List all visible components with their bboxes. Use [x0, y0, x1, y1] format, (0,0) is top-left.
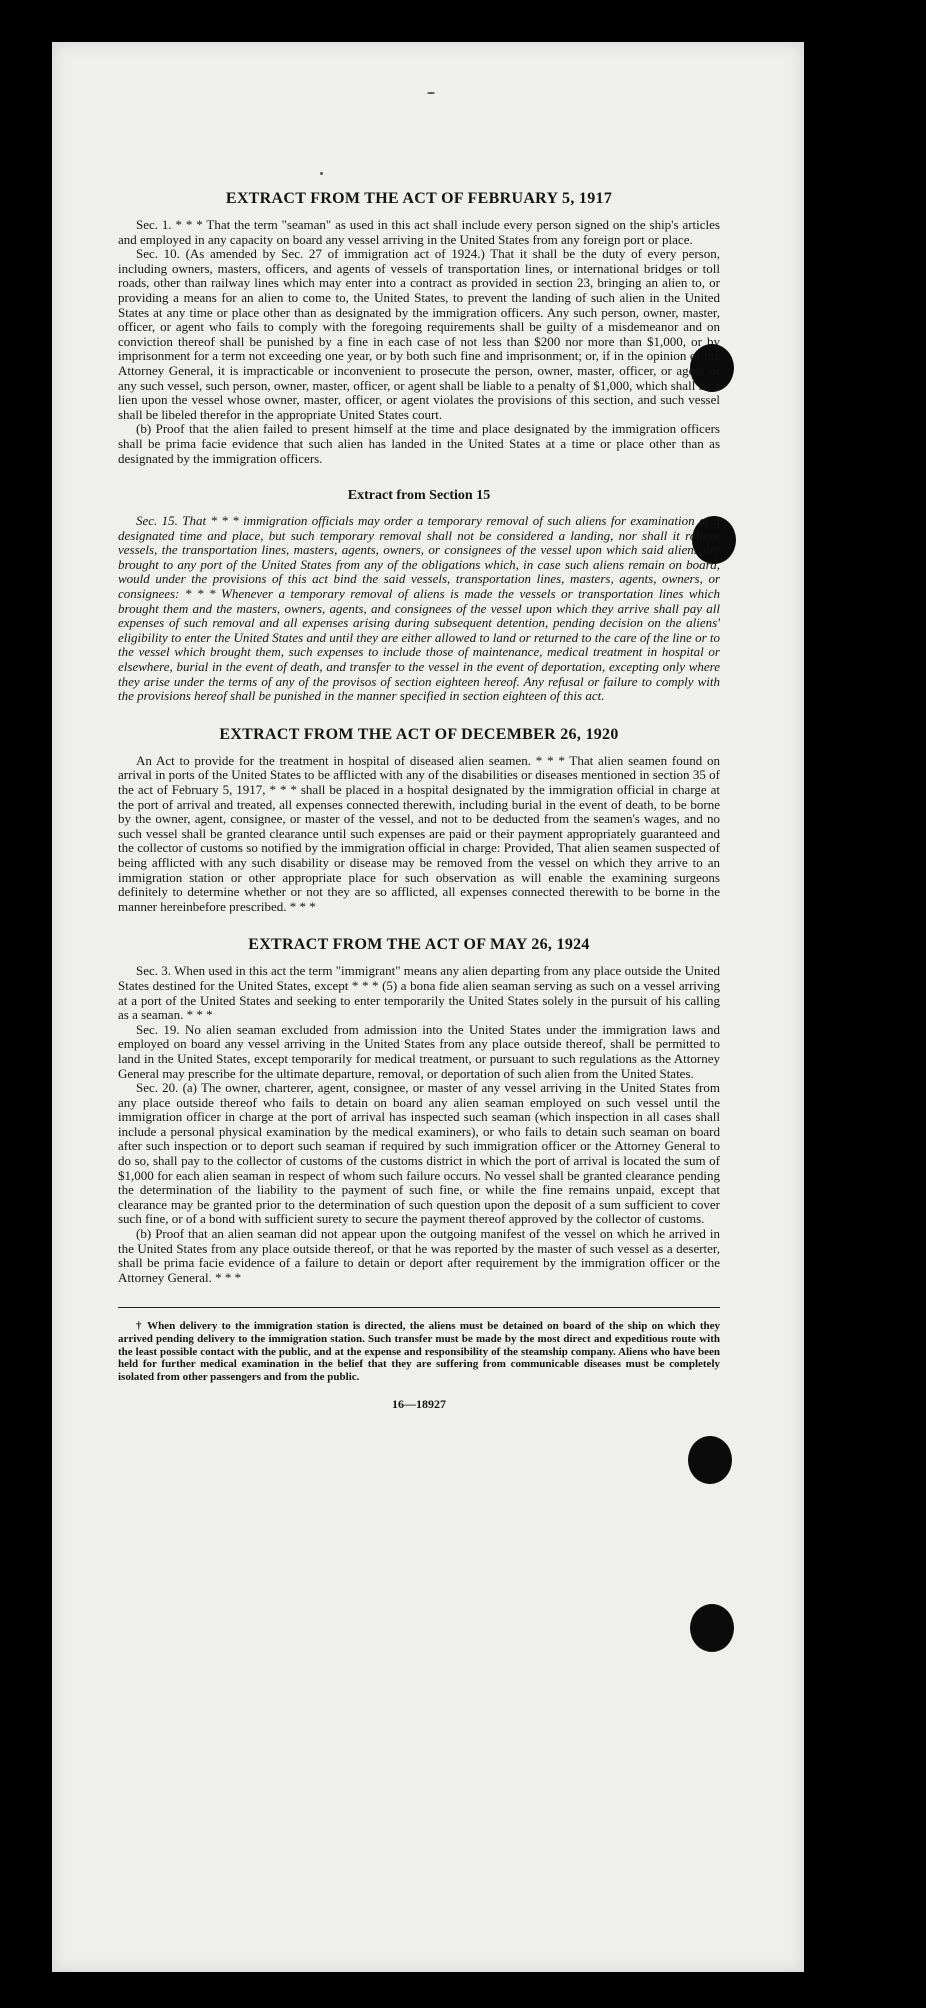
sec-1-paragraph: Sec. 1. * * * That the term "seaman" as used in this act shall include every person signed on the ship's articles and employed in any capacity on board any vessel arriving in the United States from any foreign port or place.: [118, 217, 720, 247]
sec-3-paragraph: Sec. 3. When used in this act the term "immigrant" means any alien departing from any place outside the United States destined for the United States, except * * * (5) a bona fide alien seaman serving as such on a vessel arriving at a port of the United States and seeking to enter temporarily the United States solely in the pursuit of his calling as a seaman. * * *: [118, 963, 720, 1023]
sec-10-paragraph: Sec. 10. (As amended by Sec. 27 of immigration act of 1924.) That it shall be the duty of every person, including owners, masters, officers, and agents of vessels of transportation lines, or international bridges or toll roads, other than railway lines which may enter into a contract as provided in section 23, bringing an alien to, or providing a means for an alien to come to, the United States, to prevent the landing of such alien in the United States at any time or place other than as designated by the immigration officers. Any such person, owner, master, officer, or agent who fails to comply with the foregoing requirements shall be guilty of a misdemeanor and on conviction thereof shall be punished by a fine in each case of not less than $200 nor more than $1,000, or by imprisonment for a term not exceeding one year, or by both such fine and imprisonment; or, if in the opinion of the Attorney General, it is impracticable or inconvenient to prosecute the person, owner, master, officer, or agent of any such vessel, such person, owner, master, officer, or agent shall be liable to a penalty of $1,000, which shall be a lien upon the vessel whose owner, master, officer, or agent violates the provisions of this section, and such vessel shall be libeled therefor in the appropriate United States court.: [118, 246, 720, 422]
sec-10b-paragraph: (b) Proof that the alien failed to present himself at the time and place designated by the immigration officers shall be prima facie evidence that such alien has landed in the United States at a time or place other than as designated by the immigration officers.: [118, 421, 720, 466]
sec-20a-paragraph: Sec. 20. (a) The owner, charterer, agent, consignee, or master of any vessel arriving in the United States from any place outside thereof who fails to detain on board any alien seaman employed on such vessel until the immigration officer in charge at the port of arrival has inspected such seaman (which inspection in all cases shall include a personal physical examination by the medical examiners), or who fails to detain such seaman on board after such inspection or to deport such seaman if required by such immigration officer or the Attorney General to do so, shall pay to the collector of customs of the customs district in which the port of arrival is located the sum of $1,000 for each alien seaman in respect of whom such failure occurs. No vessel shall be granted clearance pending the determination of the liability to the payment of such fine, or while the fine remains unpaid, except that clearance may be granted prior to the determination of such question upon the deposit of a sum sufficient to cover such fine, or of a bond with sufficient surety to secure the payment thereof approved by the collector of customs.: [118, 1080, 720, 1227]
document-body: [118, 190, 720, 1412]
act-1917-section: [118, 190, 720, 466]
punch-hole: [690, 1604, 734, 1652]
sec-19-paragraph: Sec. 19. No alien seaman excluded from admission into the United States under the immigration laws and employed on board any vessel arriving in the United States from any place outside thereof, shall be permitted to land in the United States, except temporarily for medical treatment, or pursuant to such regulations as the Attorney General may prescribe for the ultimate departure, removal, or deportation of such alien from the United States.: [118, 1021, 720, 1081]
sec-15-paragraph: Sec. 15. That * * * immigration officials may order a temporary removal of such aliens for examination at a designated time and place, but such temporary removal shall not be considered a landing, nor shall it relieve vessels, the transportation lines, masters, agents, owners, or consignees of the vessel upon which said aliens are brought to any port of the United States from any of the obligations which, in case such aliens remain on board, would under the provisions of this act bind the said vessels, transportation lines, masters, agents, owners, or consignees: * * * Whenever a temporary removal of aliens is made the vessels or transportation lines which brought them and the masters, owners, agents, and consignees of the vessel upon which they arrive shall pay all expenses of such removal and all expenses arising during subsequent detention, pending decision on the aliens' eligibility to enter the United States and until they are either allowed to land or returned to the care of the line or to the vessel which brought them, such expenses to include those of maintenance, medical treatment in hospital or elsewhere, burial in the event of death, and transfer to the vessel in the event of deportation, excepting only where they arise under the terms of any of the provisos of section eighteen hereof. Any refusal or failure to comply with the provisions hereof shall be punished in the manner specified in section eighteen of this act.: [118, 513, 720, 704]
paper-speck: [427, 92, 435, 94]
punch-hole: [688, 1436, 732, 1484]
act-1924-heading: EXTRACT FROM THE ACT OF MAY 26, 1924: [248, 936, 590, 954]
act-1920-paragraph: An Act to provide for the treatment in hospital of diseased alien seamen. * * * That alien seamen found on arrival in ports of the United States to be afflicted with any of the disabilities or diseases mentioned in section 35 of the act of February 5, 1917, * * * shall be placed in a hospital designated by the immigration official in charge at the port of arrival and treated, all expenses connected therewith, including burial in the event of death, to be borne by the owner, agent, consignee, or master of the vessel, and not to be deducted from the seamen's wages, and no such vessel shall be granted clearance until such expenses are paid or their payment appropriately guaranteed and the collector of customs so notified by the immigration official in charge: Provided, That alien seamen suspected of being afflicted with any such disability or disease may be removed from the vessel on which they arrive to an immigration station or other appropriate place for such observation as will enable the examining surgeons definitely to determine whether or not they are so afflicted, all expenses connected therewith to be borne in the manner hereinbefore prescribed. * * *: [118, 752, 720, 914]
sec-20b-paragraph: (b) Proof that an alien seaman did not appear upon the outgoing manifest of the vessel on which he arrived in the United States from any place outside thereof, or that he was reported by the master of such vessel as a deserter, shall be prima facie evidence of a failure to detain or deport after requirement by the immigration officer or the Attorney General. * * *: [118, 1226, 720, 1285]
footnote: † When delivery to the immigration station is directed, the aliens must be detained on board of the ship on which they arrived pending delivery to the immigration station. Such transfer must be made by the most direct and expeditious route with the least possible contact with the public, and at the expense and responsibility of the steamship company. Aliens who have been held for further medical examination in the belief that they are suffering from communicable diseases must be completely isolated from other passengers and from the public.: [118, 1307, 720, 1383]
section-15-heading: Extract from Section 15: [347, 488, 491, 504]
act-1924-section: [118, 936, 720, 1285]
act-1917-heading: EXTRACT FROM THE ACT OF FEBRUARY 5, 1917: [225, 190, 613, 207]
form-number: 16—18927: [392, 1397, 446, 1412]
act-1920-heading: EXTRACT FROM THE ACT OF DECEMBER 26, 1920: [219, 725, 619, 743]
paper-speck: [320, 172, 323, 175]
section-15-extract: [118, 488, 720, 704]
act-1920-section: [118, 726, 720, 915]
